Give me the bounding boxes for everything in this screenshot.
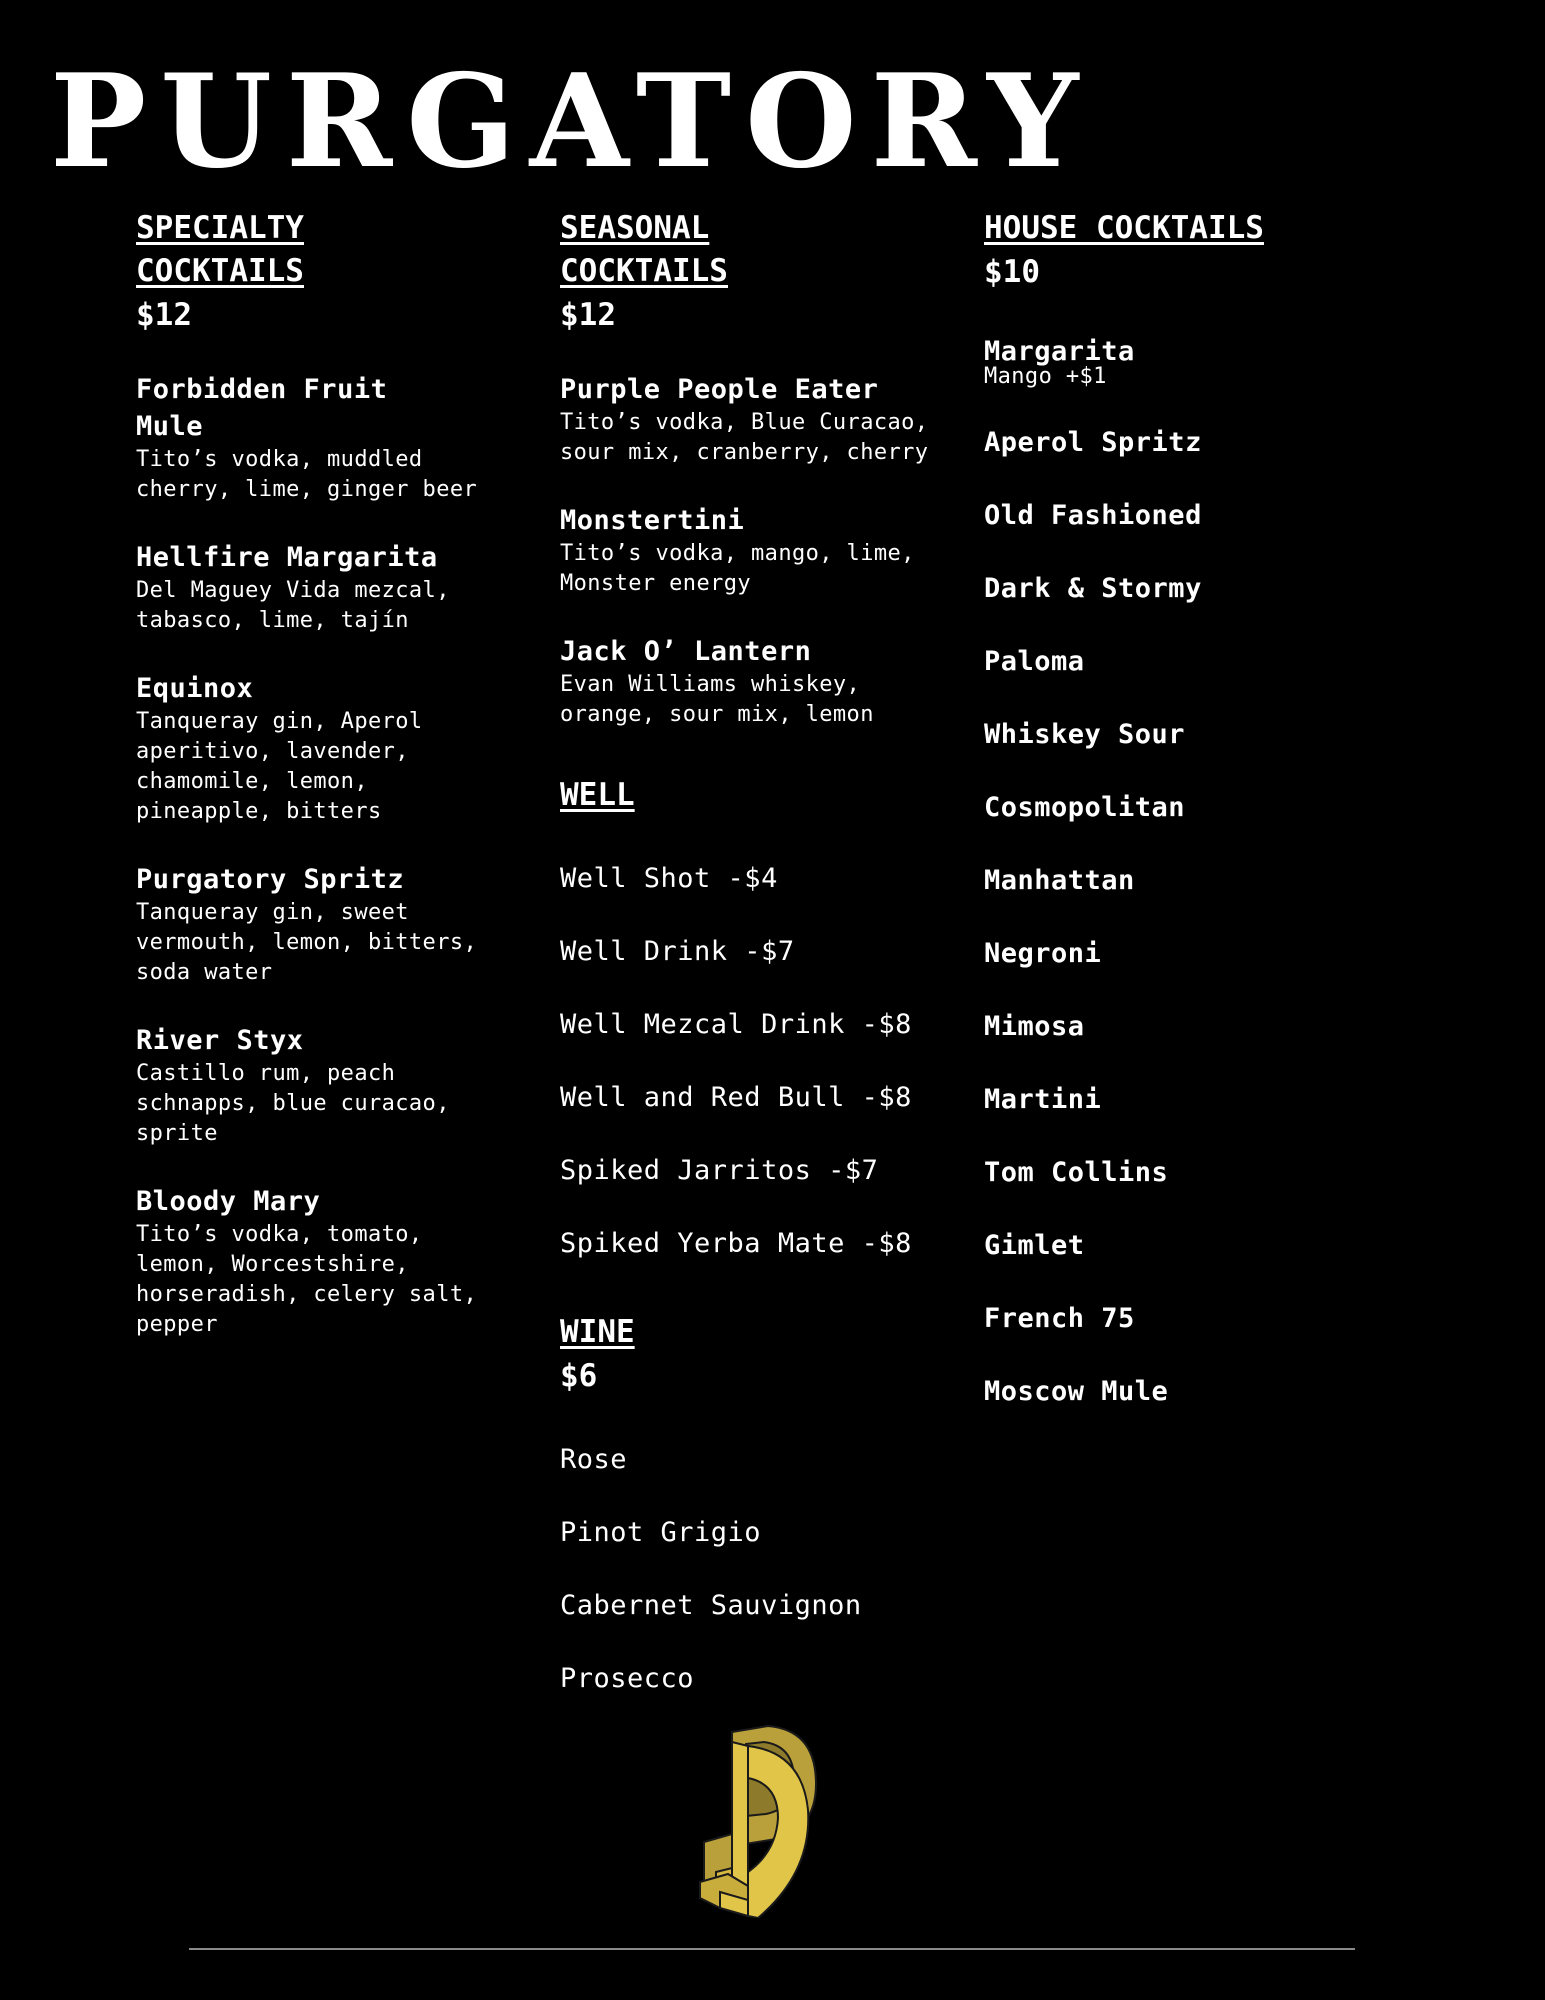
- house-item: [984, 1301, 1404, 1337]
- item-name: River Styx: [136, 1025, 304, 1056]
- wine-item: Rose: [560, 1444, 628, 1475]
- item-name: Gimlet: [984, 1230, 1085, 1261]
- menu-item: [136, 670, 526, 827]
- wine-title: WINE: [560, 1314, 635, 1350]
- well-item: Well and Red Bull -$8: [560, 1082, 912, 1113]
- item-name: Manhattan: [984, 865, 1135, 896]
- specialty-price: $12: [136, 297, 192, 333]
- middle-column: [560, 207, 960, 1734]
- footer-divider: [189, 1948, 1355, 1950]
- item-description: Tito’s vodka, mango, lime, Monster energy: [560, 541, 915, 596]
- seasonal-section: [560, 207, 960, 730]
- menu-item: [136, 371, 526, 505]
- wine-list: [560, 1442, 960, 1697]
- well-item: Well Shot -$4: [560, 863, 778, 894]
- well-section: [560, 774, 960, 1262]
- item-name: Martini: [984, 1084, 1102, 1115]
- wine-item: Pinot Grigio: [560, 1517, 762, 1548]
- item-description: Tanqueray gin, sweet vermouth, lemon, bitters, soda water: [136, 900, 478, 985]
- menu-item: [560, 371, 960, 468]
- item-name: Margarita: [984, 336, 1135, 367]
- house-item: [984, 425, 1404, 461]
- menu-item: [560, 633, 960, 730]
- seasonal-price: $12: [560, 297, 616, 333]
- specialty-title: SPECIALTY COCKTAILS: [136, 210, 304, 289]
- house-item: [984, 1374, 1404, 1410]
- house-item: [984, 498, 1404, 534]
- wine-price: $6: [560, 1358, 598, 1394]
- house-item: [984, 1082, 1404, 1118]
- item-name: Forbidden Fruit Mule: [136, 374, 388, 442]
- well-title: WELL: [560, 777, 635, 813]
- item-name: Aperol Spritz: [984, 427, 1202, 458]
- wine-item: Prosecco: [560, 1663, 695, 1694]
- item-description: Evan Williams whiskey, orange, sour mix, lemon: [560, 672, 874, 727]
- item-name: Cosmopolitan: [984, 792, 1186, 823]
- item-name: Old Fashioned: [984, 500, 1202, 531]
- menu-item: [560, 502, 960, 599]
- house-item: [984, 717, 1404, 753]
- wine-item: Cabernet Sauvignon: [560, 1590, 862, 1621]
- item-name: Moscow Mule: [984, 1376, 1169, 1407]
- house-item: [984, 571, 1404, 607]
- item-description: Tito’s vodka, tomato, lemon, Worcestshire, horseradish, celery salt, pepper: [136, 1222, 478, 1337]
- item-description: Castillo rum, peach schnapps, blue curacao, sprite: [136, 1061, 450, 1146]
- well-item: Well Mezcal Drink -$8: [560, 1009, 912, 1040]
- house-item: [984, 1228, 1404, 1264]
- menu-item: [136, 1022, 526, 1149]
- house-item: [984, 936, 1404, 972]
- item-description: Tito’s vodka, Blue Curacao, sour mix, cranberry, cherry: [560, 410, 929, 465]
- item-name: Tom Collins: [984, 1157, 1169, 1188]
- item-name: Monstertini: [560, 505, 745, 536]
- item-note: Mango +$1: [984, 364, 1107, 389]
- well-list: [560, 861, 960, 1262]
- item-description: Tito’s vodka, muddled cherry, lime, ginger beer: [136, 447, 478, 502]
- house-item: [984, 1009, 1404, 1045]
- item-name: Whiskey Sour: [984, 719, 1186, 750]
- house-item: [984, 644, 1404, 680]
- item-name: Negroni: [984, 938, 1102, 969]
- item-name: Purgatory Spritz: [136, 864, 405, 895]
- house-price: $10: [984, 254, 1040, 290]
- item-name: Bloody Mary: [136, 1186, 321, 1217]
- house-item: [984, 790, 1404, 826]
- house-list: [984, 334, 1404, 1410]
- specialty-section: [136, 207, 526, 1340]
- item-name: Purple People Eater: [560, 374, 879, 405]
- house-item: [984, 863, 1404, 899]
- house-item: [984, 334, 1404, 388]
- item-name: French 75: [984, 1303, 1135, 1334]
- well-item: Well Drink -$7: [560, 936, 795, 967]
- item-description: Del Maguey Vida mezcal, tabasco, lime, tajín: [136, 578, 450, 633]
- brand-title: PURGATORY: [50, 47, 1093, 197]
- menu-item: [136, 1183, 526, 1340]
- wine-section: [560, 1311, 960, 1697]
- item-name: Hellfire Margarita: [136, 542, 438, 573]
- item-name: Jack O’ Lantern: [560, 636, 812, 667]
- menu-item: [136, 539, 526, 636]
- item-name: Mimosa: [984, 1011, 1085, 1042]
- house-section: [984, 207, 1404, 1447]
- house-title: HOUSE COCKTAILS: [984, 210, 1264, 246]
- item-name: Dark & Stormy: [984, 573, 1202, 604]
- menu-item: [136, 861, 526, 988]
- item-description: Tanqueray gin, Aperol aperitivo, lavender, chamomile, lemon, pineapple, bitters: [136, 709, 423, 824]
- well-item: Spiked Yerba Mate -$8: [560, 1228, 912, 1259]
- gold-p-logo-icon: [698, 1722, 824, 1918]
- item-name: Equinox: [136, 673, 254, 704]
- item-name: Paloma: [984, 646, 1085, 677]
- well-item: Spiked Jarritos -$7: [560, 1155, 879, 1186]
- seasonal-title: SEASONAL COCKTAILS: [560, 210, 728, 289]
- house-item: [984, 1155, 1404, 1191]
